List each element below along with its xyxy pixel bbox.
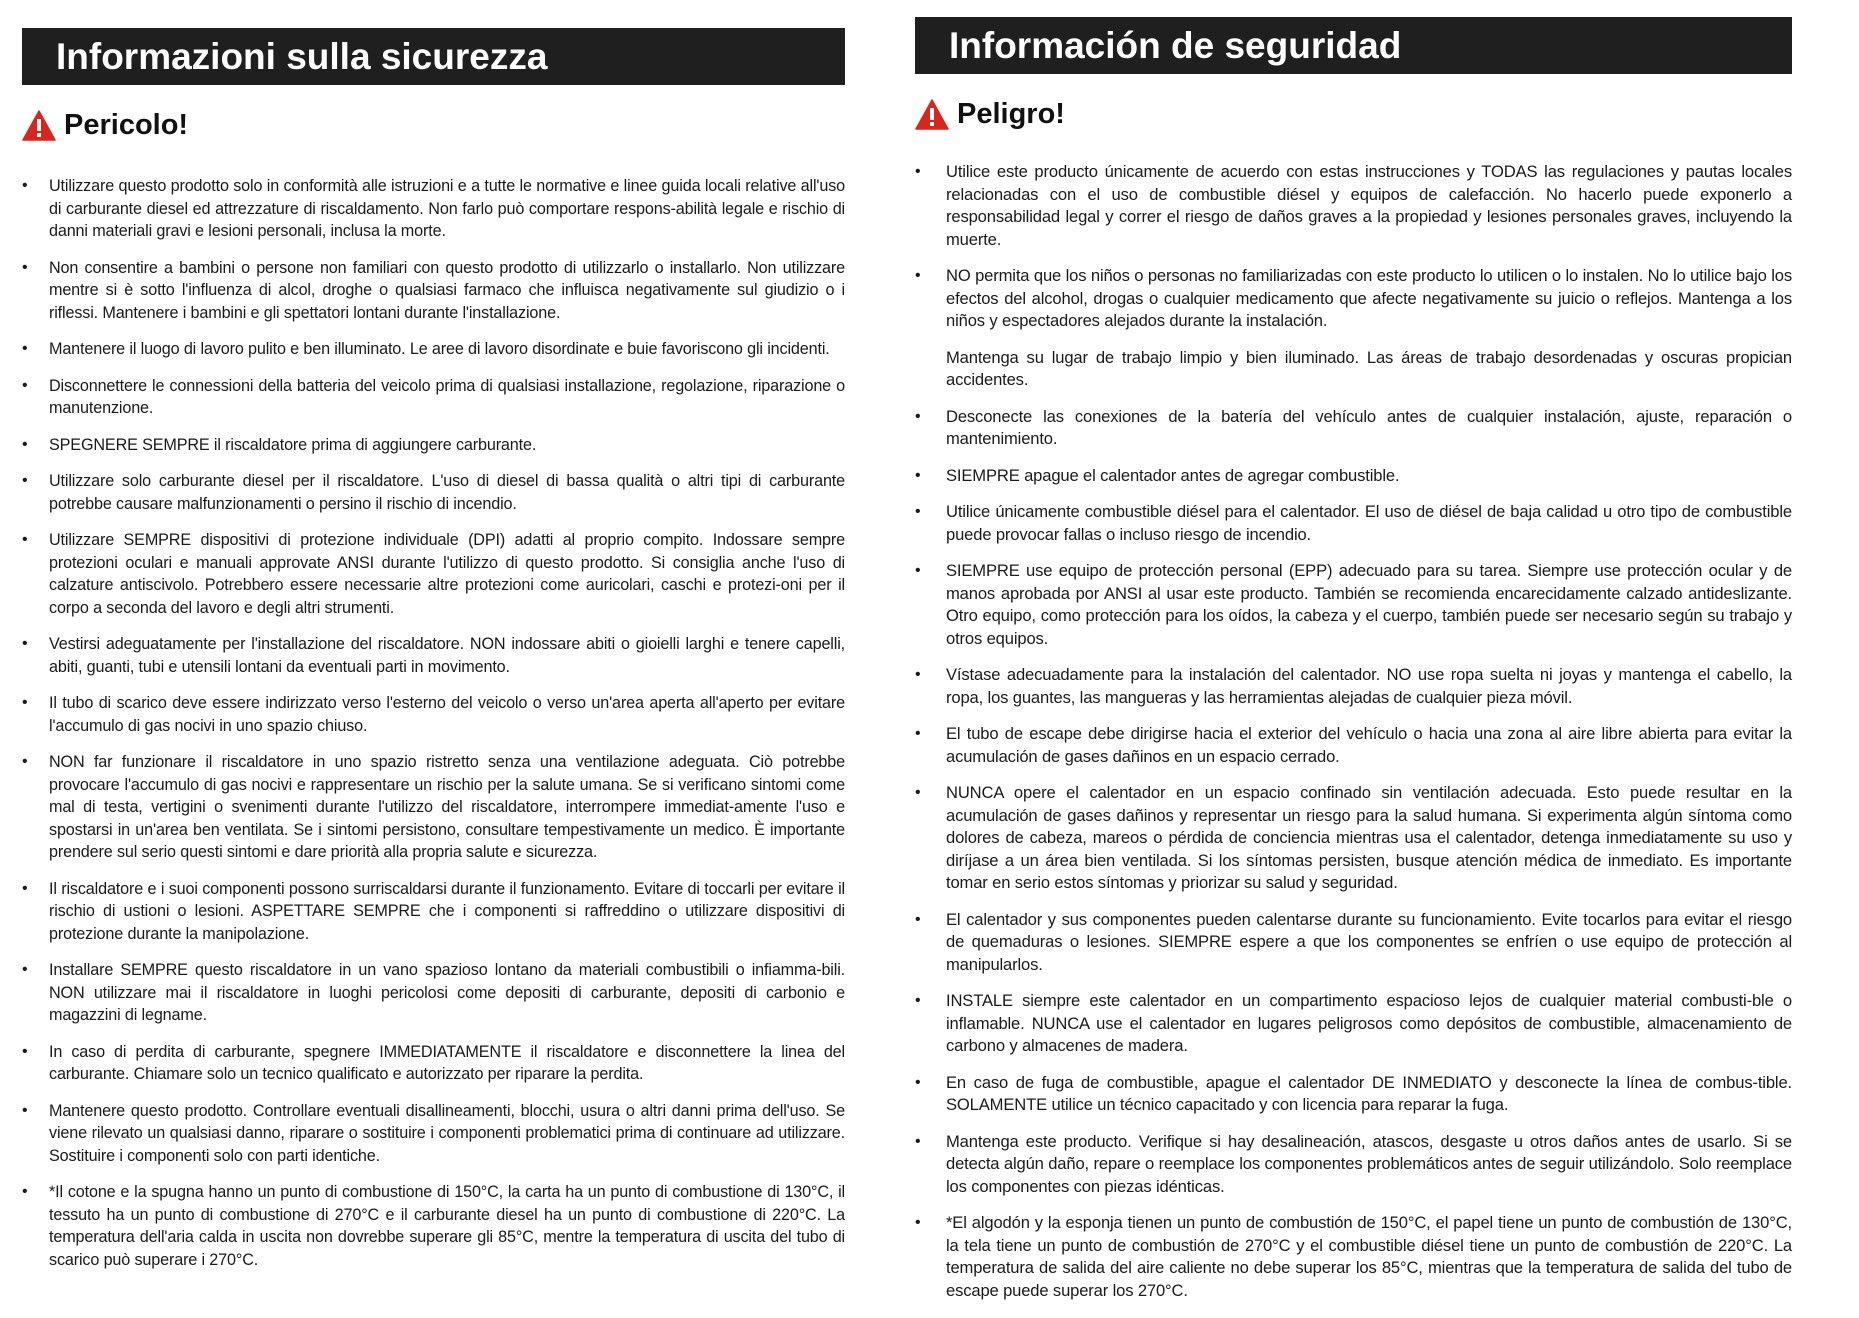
bullet-marker: • — [915, 407, 921, 425]
safety-list-item — [22, 878, 845, 946]
safety-list-item — [915, 161, 1792, 251]
bullet-marker: • — [22, 376, 28, 394]
safety-list-item — [915, 465, 1792, 488]
safety-list-item — [22, 1041, 845, 1086]
danger-heading-italian — [22, 105, 845, 145]
bullet-marker: • — [22, 879, 28, 897]
safety-list-item — [22, 375, 845, 420]
section-title-spanish: Información de seguridad — [915, 17, 1792, 74]
safety-item-text: En caso de fuga de combustible, apague el calentador DE INMEDIATO y desconecte la línea de combus-tible. SOLAMENTE utilice un técnico capacitado y con licencia para reparar la fuga. — [946, 1072, 1792, 1114]
safety-list-item — [915, 265, 1792, 333]
bullet-marker: • — [915, 666, 921, 683]
safety-list-italian — [22, 175, 845, 1271]
bullet-marker: • — [22, 177, 28, 194]
bullet-marker: • — [22, 753, 28, 770]
bullet-marker: • — [915, 503, 921, 520]
safety-item-text: El calentador y sus componentes pueden calentarse durante su funcionamiento. Evite tocarlos para evitar el riesgo de quemaduras o lesiones. SIEMPRE espere a que los componentes se enfríen o use equipo de protección al manipularlos. — [946, 909, 1792, 974]
bullet-marker: • — [22, 435, 28, 453]
safety-item-text: Il riscaldatore e i suoi componenti possono surriscaldarsi durante il funzionamento. Evitare di toccarli per evitare il rischio di ustioni o lesioni. ASPETTARE SEMPRE che i componenti si raffreddino o utilizzare dispositivi di protezione durante la manipolazione. — [49, 879, 845, 943]
bullet-marker: • — [915, 267, 921, 284]
bullet-marker: • — [22, 1042, 28, 1060]
bullet-marker: • — [915, 784, 921, 801]
warning-triangle-icon — [915, 99, 949, 130]
safety-item-text: Disconnettere le connessioni della batteria del veicolo prima di qualsiasi installazione, regolazione, riparazione o manutenzione. — [49, 376, 845, 417]
safety-list-item — [22, 751, 845, 864]
safety-list-item — [22, 1181, 845, 1271]
safety-item-text: Utilizzare solo carburante diesel per il riscaldatore. L'uso di diesel di bassa qualità o altri tipi di carburante potrebbe causare malfunzionamenti o persino il rischio di incendio. — [49, 472, 845, 513]
bullet-marker: • — [22, 472, 28, 489]
bullet-marker: • — [915, 725, 921, 742]
safety-list-item — [915, 501, 1792, 546]
safety-list-item — [22, 529, 845, 619]
safety-item-text: *El algodón y la esponja tienen un punto de combustión de 150°C, el papel tiene un punto de combustión de 130°C, la tela tiene un punto de combustión de 270°C y el combustible diésel tiene un punto de combustión de 220°C. La temperatura de salida del aire caliente no debe superar los 85°C, mientras que la temperatura de salida del tubo de escape puede superar los 270°C. — [946, 1213, 1792, 1300]
bullet-marker: • — [22, 1101, 28, 1119]
safety-item-text: *Il cotone e la spugna hanno un punto di combustione di 150°C, la carta ha un punto di combustione di 130°C, il tessuto ha un punto di combustione di 270°C e il carburante diesel ha un punto di combustione di 220°C. La temperatura dell'aria calda in uscita non dovrebbe superare gli 85°C, mentre la temperatura di uscita del tubo di scarico può superare i 270°C. — [49, 1183, 845, 1269]
safety-list-item — [915, 909, 1792, 977]
italian-column — [22, 0, 845, 1285]
safety-item-text: NUNCA opere el calentador en un espacio confinado sin ventilación adecuada. Esto puede resultar en la acumulación de gases dañinos y representar un riesgo para la salud humana. Si experimenta algún síntoma como dolores de cabeza, mareos o pérdida de conciencia mientras usa el calentador, detenga inmediatamente su uso y diríjase a un área bien ventilada. Si los síntomas persisten, busque atención médica de inmediato. Es importante tomar en serio estos síntomas y priorizar su salud y seguridad. — [946, 783, 1792, 892]
safety-item-text: SIEMPRE apague el calentador antes de agregar combustible. — [946, 465, 1400, 485]
safety-item-text: Vístase adecuadamente para la instalación del calentador. NO use ropa suelta ni joyas y mantenga el cabello, la ropa, los guantes, las mangueras y las herramientas alejadas de cualquier pieza móvil. — [946, 665, 1792, 707]
bullet-marker: • — [915, 1214, 921, 1231]
safety-list-item — [915, 664, 1792, 709]
safety-list-item — [915, 347, 1792, 392]
safety-list-item — [915, 1131, 1792, 1199]
bullet-marker: • — [22, 258, 28, 276]
bullet-marker: • — [915, 1073, 921, 1091]
bullet-marker: • — [915, 1132, 921, 1150]
bullet-marker: • — [22, 635, 28, 652]
safety-item-text: In caso di perdita di carburante, spegnere IMMEDIATAMENTE il riscaldatore e disconnettere la linea del carburante. Chiamare solo un tecnico qualificato e autorizzato per riparare la perdita. — [49, 1042, 845, 1083]
safety-list-item — [915, 782, 1792, 895]
safety-item-text: Non consentire a bambini o persone non familiari con questo prodotto di utilizzarlo o installarlo. Non utilizzare mentre si è sotto l'influenza di alcol, droghe o qualsiasi farmaco che influisca negativamente sul giudizio o i riflessi. Mantenere i bambini e gli spettatori lontani durante l'installazione. — [49, 258, 845, 322]
safety-list-item — [22, 434, 845, 457]
danger-label: Pericolo! — [64, 108, 189, 141]
safety-list-item — [22, 470, 845, 515]
safety-list-item — [22, 633, 845, 678]
safety-item-text: Mantenga este producto. Verifique si hay desalineación, atascos, desgaste u otros daños antes de usarlo. Si se detecta algún daño, repare o reemplace los componentes problemáticos antes de seguir utilizándolo. Solo reemplace los componentes con piezas idénticas. — [946, 1131, 1792, 1196]
bullet-marker: • — [22, 694, 28, 711]
safety-item-text: Mantenga su lugar de trabajo limpio y bien iluminado. Las áreas de trabajo desordenadas y oscuras propician accidentes. — [946, 347, 1792, 389]
safety-item-text: Vestirsi adeguatamente per l'installazione del riscaldatore. NON indossare abiti o gioielli larghi e tenere capelli, abiti, guanti, tubi e utensili lontani da eventuali parti in movimento. — [49, 635, 845, 676]
safety-item-text: SIEMPRE use equipo de protección personal (EPP) adecuado para su tarea. Siempre use protección ocular y de manos aprobada por ANSI al usar este producto. También se recomienda encarecidamente calzado antideslizante. Otro equipo, como protección para los oídos, la cabeza y el cuerpo, también puede ser necesario según su trabajo y otros equipos. — [946, 561, 1792, 648]
safety-item-text: NON far funzionare il riscaldatore in uno spazio ristretto senza una ventilazione adeguata. Ciò potrebbe provocare l'accumulo di gas nocivi e rappresentare un rischio per la salute umana. Se si verificano sintomi come mal di testa, vertigini o svenimenti durante l'utilizzo del riscaldatore, interrompere immediat-amente l'uso e spostarsi in un'area ben ventilata. Se i sintomi persistono, consultare tempestivamente un medico. È importante prendere sul serio questi sintomi e dare priorità alla propria salute e sicurezza. — [49, 753, 845, 861]
safety-list-item — [22, 338, 845, 361]
safety-item-text: Utilizzare SEMPRE dispositivi di protezione individuale (DPI) adatti al proprio compito. Indossare sempre protezioni oculari e manuali approvate ANSI durante l'utilizzo di questo prodotto. Si consiglia anche l'uso di calzature antiscivolo. Potrebbero essere necessarie altre protezioni come auricolari, caschi e protezi-oni per il corpo a seconda del lavoro e degli altri strumenti. — [49, 531, 845, 617]
safety-item-text: Utilizzare questo prodotto solo in conformità alle istruzioni e a tutte le normative e linee guida locali relative all'uso di carburante diesel ed attrezzature di riscaldamento. Non farlo può comportare respons-abilità legale e rischio di danni materiali gravi e lesioni personali, inclusa la morte. — [49, 177, 845, 240]
danger-label: Peligro! — [957, 97, 1065, 130]
safety-list-item — [915, 1072, 1792, 1117]
bullet-marker: • — [22, 531, 28, 548]
spanish-column — [915, 0, 1792, 1316]
section-title-italian: Informazioni sulla sicurezza — [22, 28, 845, 85]
safety-item-text: El tubo de escape debe dirigirse hacia el exterior del vehículo o hacia una zona al aire libre abierta para evitar la acumulación de gases dañinos en un espacio cerrado. — [946, 724, 1792, 766]
safety-item-text: Utilice únicamente combustible diésel para el calentador. El uso de diésel de baja calidad u otro tipo de combustible puede provocar fallas o incluso riesgo de incendio. — [946, 502, 1792, 544]
safety-item-text: NO permita que los niños o personas no familiarizadas con este producto lo utilicen o lo instalen. No lo utilice bajo los efectos del alcohol, drogas o cualquier medicamento que afecte negativamente su juicio o reflejos. Mantenga a los niños y espectadores alejados durante la instalación. — [946, 266, 1792, 330]
safety-list-item — [915, 723, 1792, 768]
bullet-marker: • — [915, 910, 921, 928]
safety-list-item — [22, 175, 845, 243]
safety-list-item — [22, 692, 845, 737]
safety-item-text: Desconecte las conexiones de la batería del vehículo antes de cualquier instalación, ajuste, reparación o mantenimiento. — [946, 406, 1792, 448]
danger-heading-spanish — [915, 94, 1792, 134]
bullet-marker: • — [915, 992, 921, 1009]
bullet-marker: • — [22, 1183, 28, 1200]
safety-item-text: Mantenere il luogo di lavoro pulito e ben illuminato. Le aree di lavoro disordinate e buie favoriscono gli incidenti. — [49, 340, 830, 358]
warning-triangle-icon — [22, 110, 56, 141]
bullet-marker: • — [915, 562, 921, 579]
safety-item-text: Il tubo di scarico deve essere indirizzato verso l'esterno del veicolo o verso un'area aperta all'aperto per evitare l'accumulo di gas nocivi in uno spazio chiuso. — [49, 694, 845, 735]
bullet-marker: • — [22, 340, 28, 357]
safety-item-text: Mantenere questo prodotto. Controllare eventuali disallineamenti, blocchi, usura o altri danni prima dell'uso. Se viene rilevato un qualsiasi danno, riparare o sostituire i componenti problematici prima di continuare ad utilizzare. Sostituire i componenti solo con parti identiche. — [49, 1101, 845, 1165]
safety-list-item — [22, 959, 845, 1027]
safety-list-item — [915, 990, 1792, 1058]
safety-list-item — [915, 560, 1792, 650]
bullet-marker: • — [915, 163, 921, 180]
safety-item-text: Installare SEMPRE questo riscaldatore in un vano spazioso lontano da materiali combustibili o infiamma-bili. NON utilizzare mai il riscaldatore in luoghi pericolosi come depositi di carburante, depositi di carbonio e magazzini di legname. — [49, 961, 845, 1024]
bullet-marker: • — [915, 466, 921, 484]
safety-list-item — [22, 1100, 845, 1168]
safety-list-item — [915, 406, 1792, 451]
safety-list-item — [915, 1212, 1792, 1302]
safety-item-text: SPEGNERE SEMPRE il riscaldatore prima di aggiungere carburante. — [49, 435, 537, 454]
safety-item-text: INSTALE siempre este calentador en un compartimento espacioso lejos de cualquier material combusti-ble o inflamable. NUNCA use el calentador en lugares peligrosos como depósitos de combustible, almacenamiento de carbono y almacenes de madera. — [946, 991, 1792, 1055]
safety-item-text: Utilice este producto únicamente de acuerdo con estas instrucciones y TODAS las regulaciones y pautas locales relacionadas con el uso de combustible diésel y equipos de calefacción. No hacerlo puede exponerlo a responsabilidad legal y correr el riesgo de daños graves a la propiedad y lesiones personales graves, incluyendo la muerte. — [946, 162, 1792, 249]
bullet-marker: • — [22, 961, 28, 978]
safety-list-item — [22, 257, 845, 325]
safety-list-spanish — [915, 161, 1792, 1302]
